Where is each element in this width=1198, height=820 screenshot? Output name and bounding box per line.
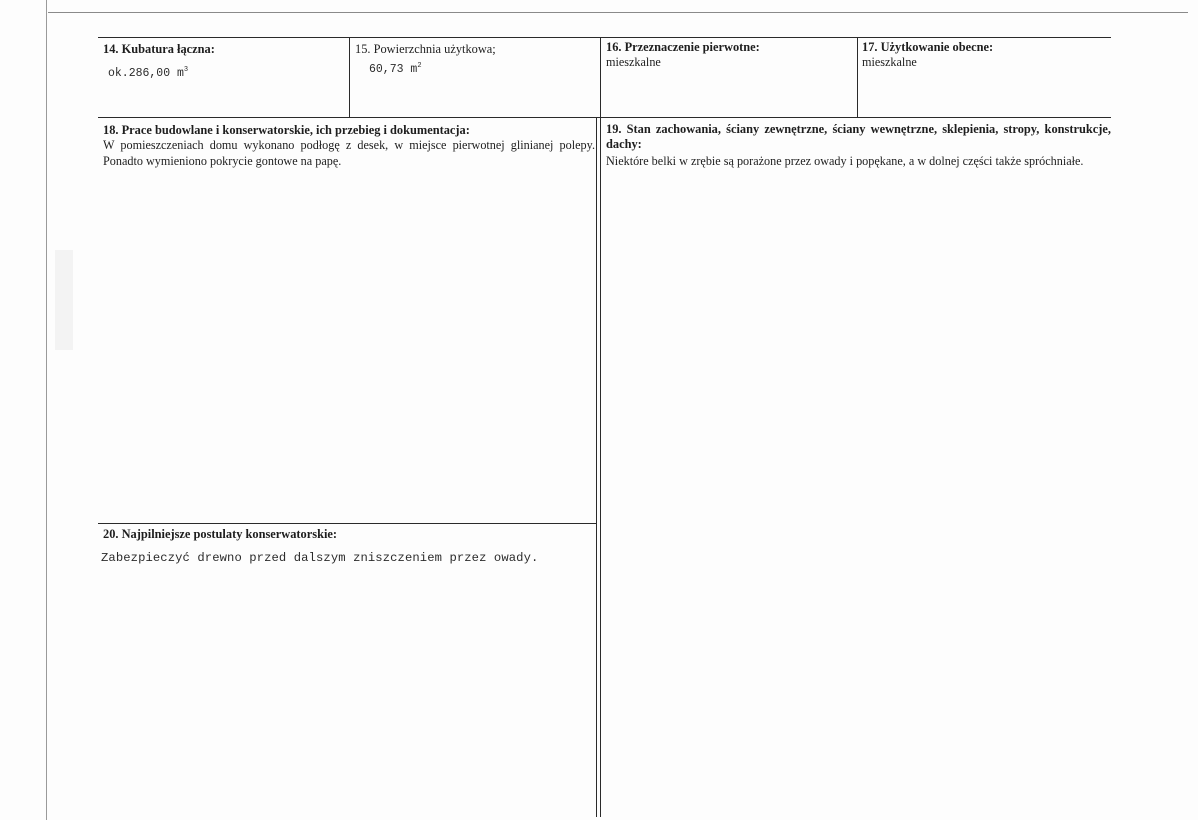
current-use-value: mieszkalne xyxy=(862,55,917,69)
conservation-postulates-label: 20. Najpilniejsze postulaty konserwatorskie: xyxy=(103,527,338,541)
row1-bottom-border xyxy=(98,117,1111,118)
usable-area-label: 15. Powierzchnia użytkowa; xyxy=(355,42,496,56)
scan-edge-left xyxy=(46,0,47,820)
original-purpose-value: mieszkalne xyxy=(606,55,661,69)
condition-text: Niektóre belki w zrębie są porażone przez owady i popękane, a w dolnej części także spróchniałe. xyxy=(606,154,1084,168)
current-use-label: 17. Użytkowanie obecne: xyxy=(862,40,994,54)
cubature-value: ok.286,00 $m^3$ xyxy=(108,66,189,80)
main-column-divider xyxy=(600,37,601,817)
construction-works-label: 18. Prace budowlane i konserwatorskie, ich przebieg i dokumentacja: xyxy=(103,123,470,137)
construction-works-text: W pomieszczeniach domu wykonano podłogę z desek, w miejsce pierwotnej glinianej polepy. Ponadto wymieniono pokrycie gontowe na papę. xyxy=(103,138,595,168)
row1-top-border xyxy=(98,37,1111,38)
section20-top-border xyxy=(98,523,596,524)
inner-divider-18-20 xyxy=(596,117,597,817)
row1-divider-1 xyxy=(349,37,350,118)
condition-label: 19. Stan zachowania, ściany zewnętrzne, ściany wewnętrzne, sklepienia, stropy, konstrukcje, dachy: xyxy=(606,122,1111,151)
row1-divider-3 xyxy=(857,37,858,118)
usable-area-value: 60,73 $m^2$ xyxy=(369,62,422,76)
original-purpose-label: 16. Przeznaczenie pierwotne: xyxy=(606,40,760,54)
cubature-label: 14. Kubatura łączna: xyxy=(103,42,215,56)
conservation-postulates-text: Zabezpieczyć drewno przed dalszym zniszczeniem przez owady. xyxy=(101,551,539,565)
scan-edge-top xyxy=(48,12,1188,13)
scan-shadow xyxy=(55,250,73,350)
